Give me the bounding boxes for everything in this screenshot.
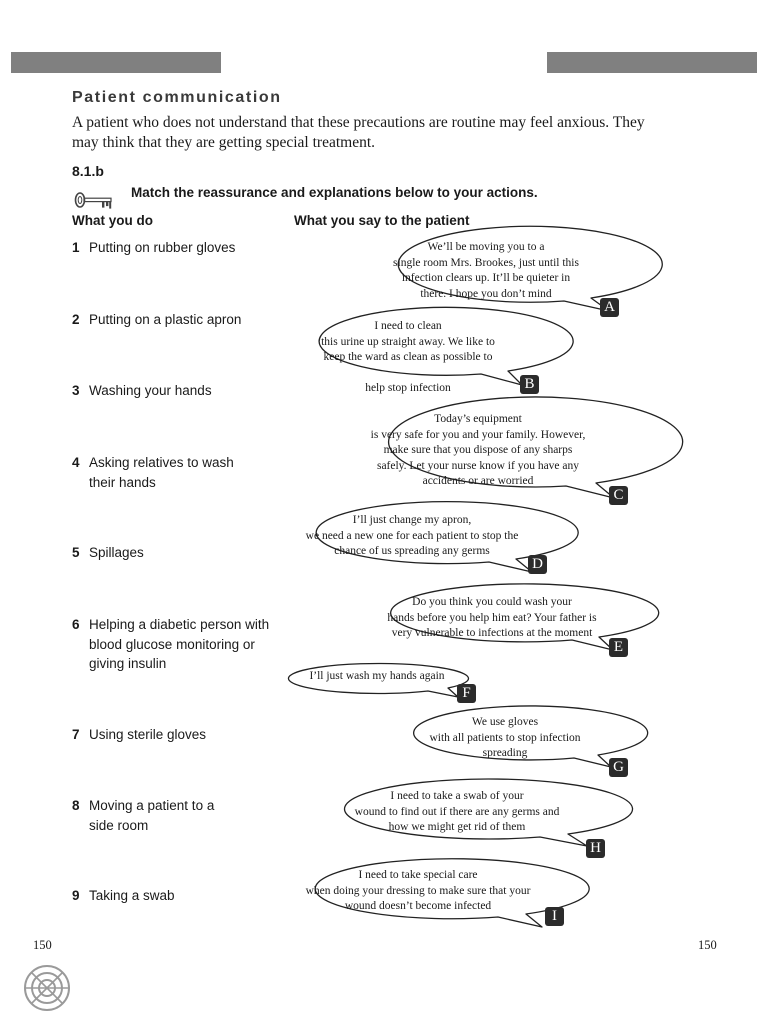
bubble-label-i: I bbox=[545, 907, 564, 926]
column-header-what-you-say: What you say to the patient bbox=[294, 213, 470, 228]
action-number: 8 bbox=[72, 798, 80, 813]
action-item-2 bbox=[72, 310, 282, 330]
bubble-text: We use gloves with all patients to stop infection spreading bbox=[429, 716, 581, 759]
bubble-text: I need to take special care when doing your dressing to make sure that your wound doesn’t become infected bbox=[305, 869, 531, 912]
bubble-label-g: G bbox=[609, 758, 628, 777]
action-number: 3 bbox=[72, 383, 80, 398]
bubble-label-e: E bbox=[609, 638, 628, 657]
action-item-3 bbox=[72, 381, 282, 401]
action-text: Taking a swab bbox=[89, 888, 175, 903]
action-number: 4 bbox=[72, 455, 80, 470]
action-text: Using sterile gloves bbox=[89, 727, 207, 742]
action-text: Spillages bbox=[89, 545, 144, 560]
speech-bubble-e bbox=[357, 588, 627, 648]
exercise-instruction: Match the reassurance and explanations below to your actions. bbox=[131, 185, 538, 200]
bubble-text: I need to clean this urine up straight away. We like to keep the ward as clean as possible to help stop infection bbox=[321, 320, 495, 394]
bubble-text: I’ll just wash my hands again bbox=[309, 670, 445, 682]
speech-bubble-h bbox=[312, 783, 602, 845]
action-number: 7 bbox=[72, 727, 80, 742]
page-number-left: 150 bbox=[33, 938, 52, 952]
action-item-9 bbox=[72, 886, 282, 906]
action-item-8 bbox=[72, 796, 242, 835]
speech-bubble-i bbox=[280, 863, 556, 925]
action-number: 1 bbox=[72, 240, 80, 255]
target-logo-icon bbox=[22, 963, 72, 1018]
action-item-1 bbox=[72, 238, 282, 258]
speech-bubble-g bbox=[387, 709, 623, 765]
action-text: Putting on a plastic apron bbox=[89, 312, 242, 327]
action-text: Helping a diabetic person with blood glucose monitoring or giving insulin bbox=[89, 617, 270, 671]
page-number-right: 150 bbox=[698, 938, 717, 952]
action-item-6 bbox=[72, 615, 287, 674]
action-number: 5 bbox=[72, 545, 80, 560]
page-heading: Patient communication bbox=[72, 89, 282, 106]
section-number: 8.1.b bbox=[72, 163, 104, 179]
action-item-4 bbox=[72, 453, 262, 492]
bubble-label-d: D bbox=[528, 555, 547, 574]
bubble-text: We’ll be moving you to a single room Mrs. Brookes, just until this infection clears up. It’ll be quieter in there. I hope you don’t mind bbox=[393, 241, 579, 300]
bubble-label-c: C bbox=[609, 486, 628, 505]
action-number: 6 bbox=[72, 617, 80, 632]
action-item-7 bbox=[72, 725, 282, 745]
action-text: Washing your hands bbox=[89, 383, 212, 398]
action-number: 9 bbox=[72, 888, 80, 903]
action-text: Putting on rubber gloves bbox=[89, 240, 236, 255]
bubble-label-h: H bbox=[586, 839, 605, 858]
bubble-label-f: F bbox=[457, 684, 476, 703]
speech-bubble-f bbox=[286, 663, 468, 695]
speech-bubble-d bbox=[280, 506, 544, 570]
speech-bubble-b bbox=[280, 312, 536, 394]
intro-paragraph: A patient who does not understand that these precautions are routine may feel anxious. They may think that they are getting special treatment. bbox=[72, 114, 645, 151]
header-bar-left bbox=[11, 52, 221, 73]
action-text: Asking relatives to wash their hands bbox=[89, 455, 234, 490]
bubble-text: I need to take a swab of your wound to find out if there are any germs and how we might get rid of them bbox=[354, 790, 560, 833]
action-number: 2 bbox=[72, 312, 80, 327]
bubble-text: Today’s equipment is very safe for you and your family. However, make sure that you dispose of any sharps safely. Let your nurse know if you have any accidents or are worried bbox=[370, 413, 586, 487]
action-item-5 bbox=[72, 543, 282, 563]
bubble-label-a: A bbox=[600, 298, 619, 317]
action-text: Moving a patient to a side room bbox=[89, 798, 215, 833]
speech-bubble-c bbox=[330, 404, 626, 496]
bubble-text: I’ll just change my apron, we need a new one for each patient to stop the chance of us spreading any germs bbox=[305, 514, 519, 557]
bubble-text: Do you think you could wash your hands before you help him eat? Your father is very vulnerable to infections at the moment bbox=[387, 596, 597, 639]
speech-bubble-a bbox=[353, 232, 619, 310]
column-header-what-you-do: What you do bbox=[72, 213, 153, 228]
bubble-label-b: B bbox=[520, 375, 539, 394]
header-bar-right bbox=[547, 52, 757, 73]
